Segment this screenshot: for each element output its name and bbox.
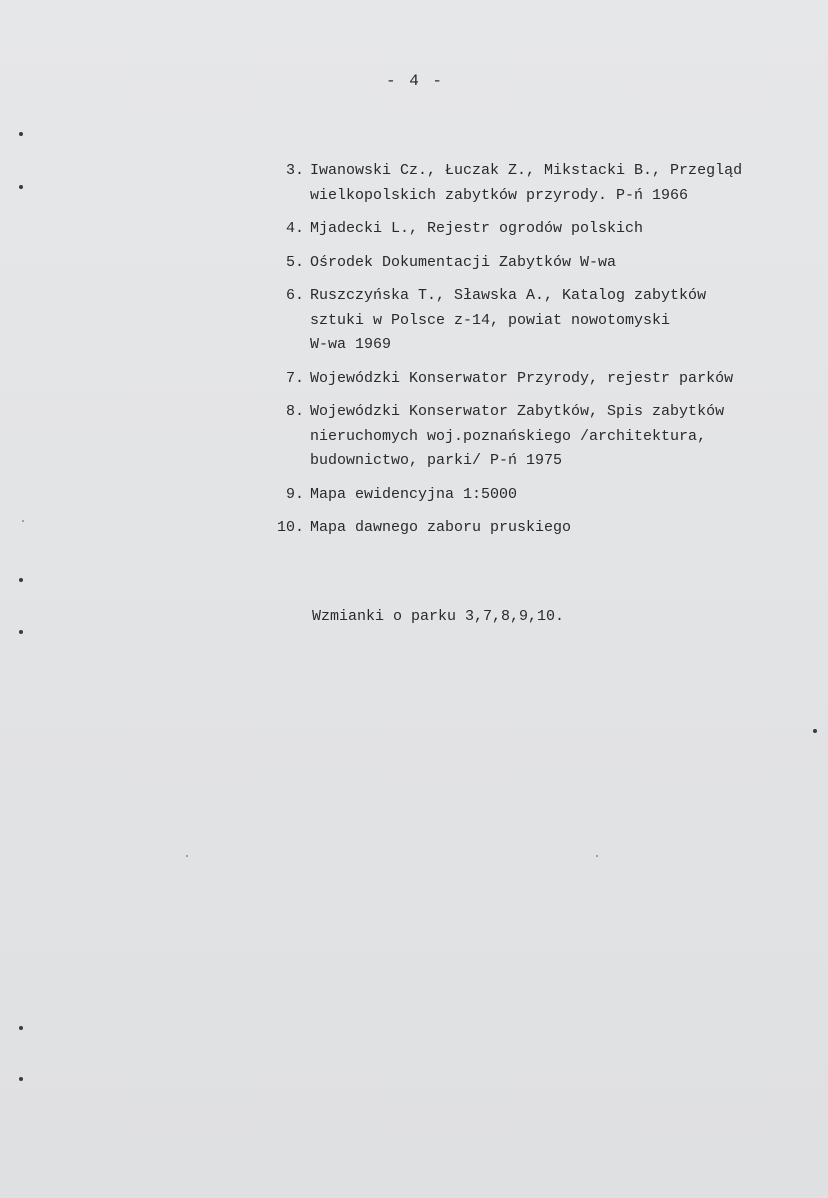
paper-speck: [22, 520, 24, 522]
reference-line: Mjadecki L., Rejestr ogrodów polskich: [310, 220, 644, 237]
reference-text: [310, 251, 826, 276]
reference-line: Mapa dawnego zaboru pruskiego: [310, 519, 572, 536]
list-item: [266, 400, 826, 474]
reference-line: Wojewódzki Konserwator Przyrody, rejestr parków: [310, 369, 734, 387]
punch-hole-mark: [813, 729, 817, 733]
punch-hole-mark: [19, 185, 23, 189]
reference-number: 9.: [285, 485, 304, 503]
page-number: - 4 -: [385, 72, 444, 90]
reference-number: 3.: [285, 162, 304, 179]
reference-line: Ośrodek Dokumentacji Zabytków W-wa: [310, 253, 617, 271]
punch-hole-mark: [19, 1026, 23, 1030]
reference-line: sztuki w Polsce z-14, powiat nowotomyski: [310, 311, 671, 329]
reference-number: 6.: [285, 287, 304, 304]
bibliography-list: [266, 159, 826, 550]
reference-line: nieruchomych woj.poznańskiego /architektura,: [310, 427, 707, 445]
paper-speck: [596, 855, 598, 857]
reference-text: [310, 516, 826, 541]
punch-hole-mark: [19, 630, 23, 634]
reference-line: W-wa 1969: [310, 336, 392, 353]
reference-line: Iwanowski Cz., Łuczak Z., Mikstacki B., Przegląd: [310, 162, 743, 179]
reference-line: budownictwo, parki/ P-ń 1975: [310, 452, 563, 469]
reference-number: 5.: [285, 253, 304, 271]
reference-text: [310, 159, 826, 208]
reference-number: 4.: [285, 220, 304, 237]
reference-text: [310, 217, 826, 242]
reference-number: 7.: [285, 369, 304, 387]
reference-text: [310, 284, 826, 358]
punch-hole-mark: [19, 1077, 23, 1081]
list-item: [266, 516, 826, 541]
reference-text: [310, 483, 826, 508]
list-item: [266, 367, 826, 392]
reference-number: 10.: [276, 519, 304, 536]
reference-text: [310, 367, 826, 392]
punch-hole-mark: [19, 132, 23, 136]
paper-speck: [186, 855, 188, 857]
punch-hole-mark: [19, 578, 23, 582]
list-item: [266, 284, 826, 358]
reference-line: Mapa ewidencyjna 1:5000: [310, 485, 518, 503]
reference-text: [310, 400, 826, 474]
list-item: [266, 159, 826, 208]
reference-line: Wojewódzki Konserwator Zabytków, Spis zabytków: [310, 403, 725, 420]
reference-line: Ruszczyńska T., Sławska A., Katalog zabytków: [310, 287, 707, 304]
reference-line: wielkopolskich zabytków przyrody. P-ń 1966: [310, 186, 689, 204]
list-item: [266, 217, 826, 242]
list-item: [266, 251, 826, 276]
reference-number: 8.: [285, 403, 304, 420]
park-mentions-note: Wzmianki o parku 3,7,8,9,10.: [312, 608, 565, 625]
list-item: [266, 483, 826, 508]
